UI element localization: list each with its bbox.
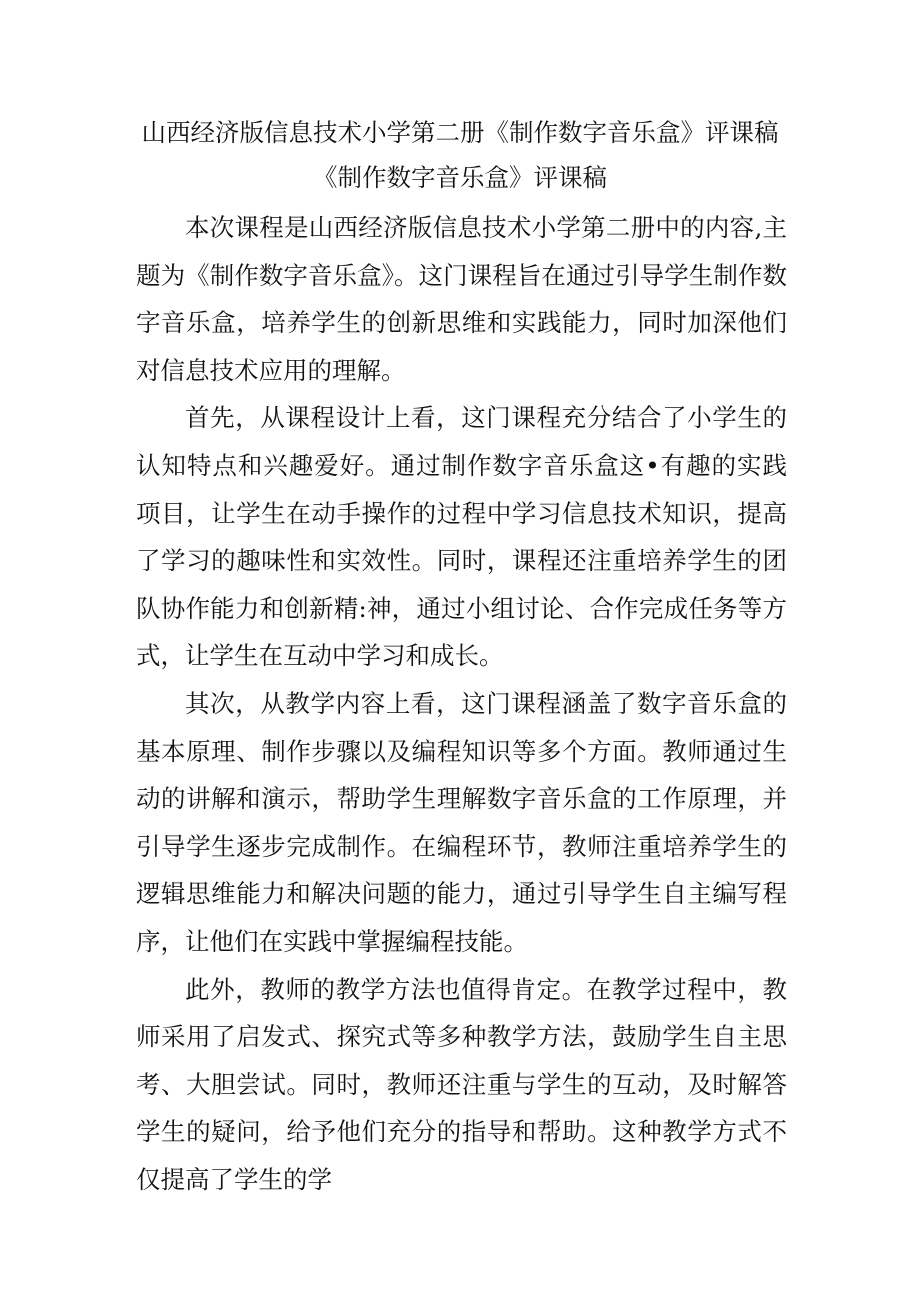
- document-title: 山西经济版信息技术小学第二册《制作数字音乐盒》评课稿《制作数字音乐盒》评课稿: [141, 118, 779, 192]
- paragraph-intro: 本次课程是山西经济版信息技术小学第二册中的内容,主题为《制作数字音乐盒》。这门课程旨在通过引导学生制作数字音乐盒，培养学生的创新思维和实践能力，同时加深他们对信息技术应用的理解。: [136, 213, 787, 385]
- paragraph-course-design: 首先，从课程设计上看，这门课程充分结合了小学生的认知特点和兴趣爱好。通过制作数字音乐盒这•有趣的实践项目，让学生在动手操作的过程中学习信息技术知识，提高了学习的趣味性和实效性。同时，课程还注重培养学生的团队协作能力和创新精:神，通过小组讨论、合作完成任务等方式，让学生在互动中学习和成长。: [136, 403, 787, 671]
- paragraph-teaching-method: 此外，教师的教学方法也值得肯定。在教学过程中，教师采用了启发式、探究式等多种教学方法，鼓励学生自主思考、大胆尝试。同时，教师还注重与学生的互动，及时解答学生的疑问，给予他们充分的指导和帮助。这种教学方式不仅提高了学生的学: [136, 974, 787, 1194]
- document-body: [136, 204, 787, 1203]
- paragraph-teaching-content: 其次，从教学内容上看，这门课程涵盖了数字音乐盒的基本原理、制作步骤以及编程知识等多个方面。教师通过生动的讲解和演示，帮助学生理解数字音乐盒的工作原理，并引导学生逐步完成制作。在编程环节，教师注重培养学生的逻辑思维能力和解决问题的能力，通过引导学生自主编写程序，让他们在实践中掌握编程技能。: [136, 688, 787, 956]
